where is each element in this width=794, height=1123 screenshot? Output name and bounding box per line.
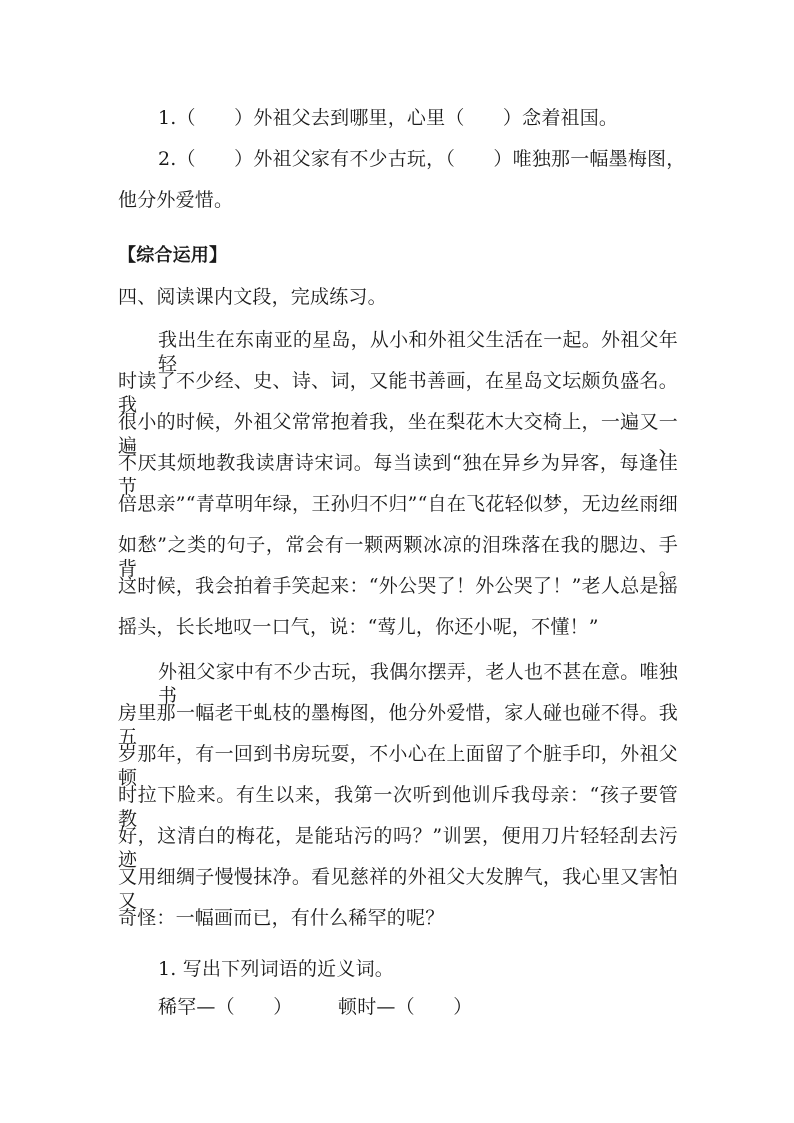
question-2-continued: 他分外爱惜。 <box>118 189 234 211</box>
passage-1-line-3: 很小的时候，外祖父常常抱着我，坐在梨花木大交椅上，一遍又一遍、 <box>118 411 678 457</box>
passage-2-line-6: 又用细绸子慢慢抹净。看见慈祥的外祖父大发脾气，我心里又害怕又 <box>118 866 678 912</box>
section-heading: 【综合运用】 <box>118 245 228 266</box>
passage-1-line-5: 倍思亲”“青草明年绿，王孙归不归”“自在飞花轻似梦，无边丝雨细 <box>118 493 678 515</box>
passage-2-line-4: 时拉下脸来。有生以来，我第一次听到他训斥我母亲：“孩子要管教 <box>118 784 678 830</box>
passage-2-line-2: 房里那一幅老干虬枝的墨梅图，他分外爱惜，家人碰也碰不得。我五 <box>118 702 678 748</box>
passage-1-line-6: 如愁”之类的句子，常会有一颗两颗冰凉的泪珠落在我的腮边、手背。 <box>118 534 678 580</box>
exercise-1-item-b: 顿时—（ ） <box>338 996 473 1018</box>
exercise-1-title: 1. 写出下列词语的近义词。 <box>158 958 394 980</box>
passage-1-line-4: 不厌其烦地教我读唐诗宋词。每当读到“独在异乡为异客，每逢佳节 <box>118 452 678 498</box>
passage-1-line-8: 摇头，长长地叹一口气，说：“莺儿，你还小呢，不懂！” <box>118 616 599 638</box>
passage-1-line-7: 这时候，我会拍着手笑起来：“外公哭了！外公哭了！”老人总是摇 <box>118 575 678 597</box>
passage-2-line-3: 岁那年，有一回到书房玩耍，不小心在上面留了个脏手印，外祖父顿 <box>118 743 678 789</box>
exercise-1-item-a: 稀罕—（ ） <box>158 996 293 1018</box>
question-2: 2.（ ）外祖父家有不少古玩，（ ）唯独那一幅墨梅图， <box>158 148 686 170</box>
passage-2-line-5: 好，这清白的梅花，是能玷污的吗？”训罢，便用刀片轻轻刮去污迹， <box>118 825 678 871</box>
task-title: 四、阅读课内文段，完成练习。 <box>118 286 387 308</box>
passage-2-line-7: 奇怪：一幅画而已，有什么稀罕的呢？ <box>118 907 445 929</box>
passage-1-line-2: 时读了不少经、史、诗、词，又能书善画，在星岛文坛颇负盛名。我 <box>118 370 678 416</box>
question-1: 1.（ ）外祖父去到哪里，心里（ ）念着祖国。 <box>158 107 619 129</box>
passage-1-line-1: 我出生在东南亚的星岛，从小和外祖父生活在一起。外祖父年轻 <box>158 329 678 375</box>
passage-2-line-1: 外祖父家中有不少古玩，我偶尔摆弄，老人也不甚在意。唯独书 <box>158 661 678 707</box>
